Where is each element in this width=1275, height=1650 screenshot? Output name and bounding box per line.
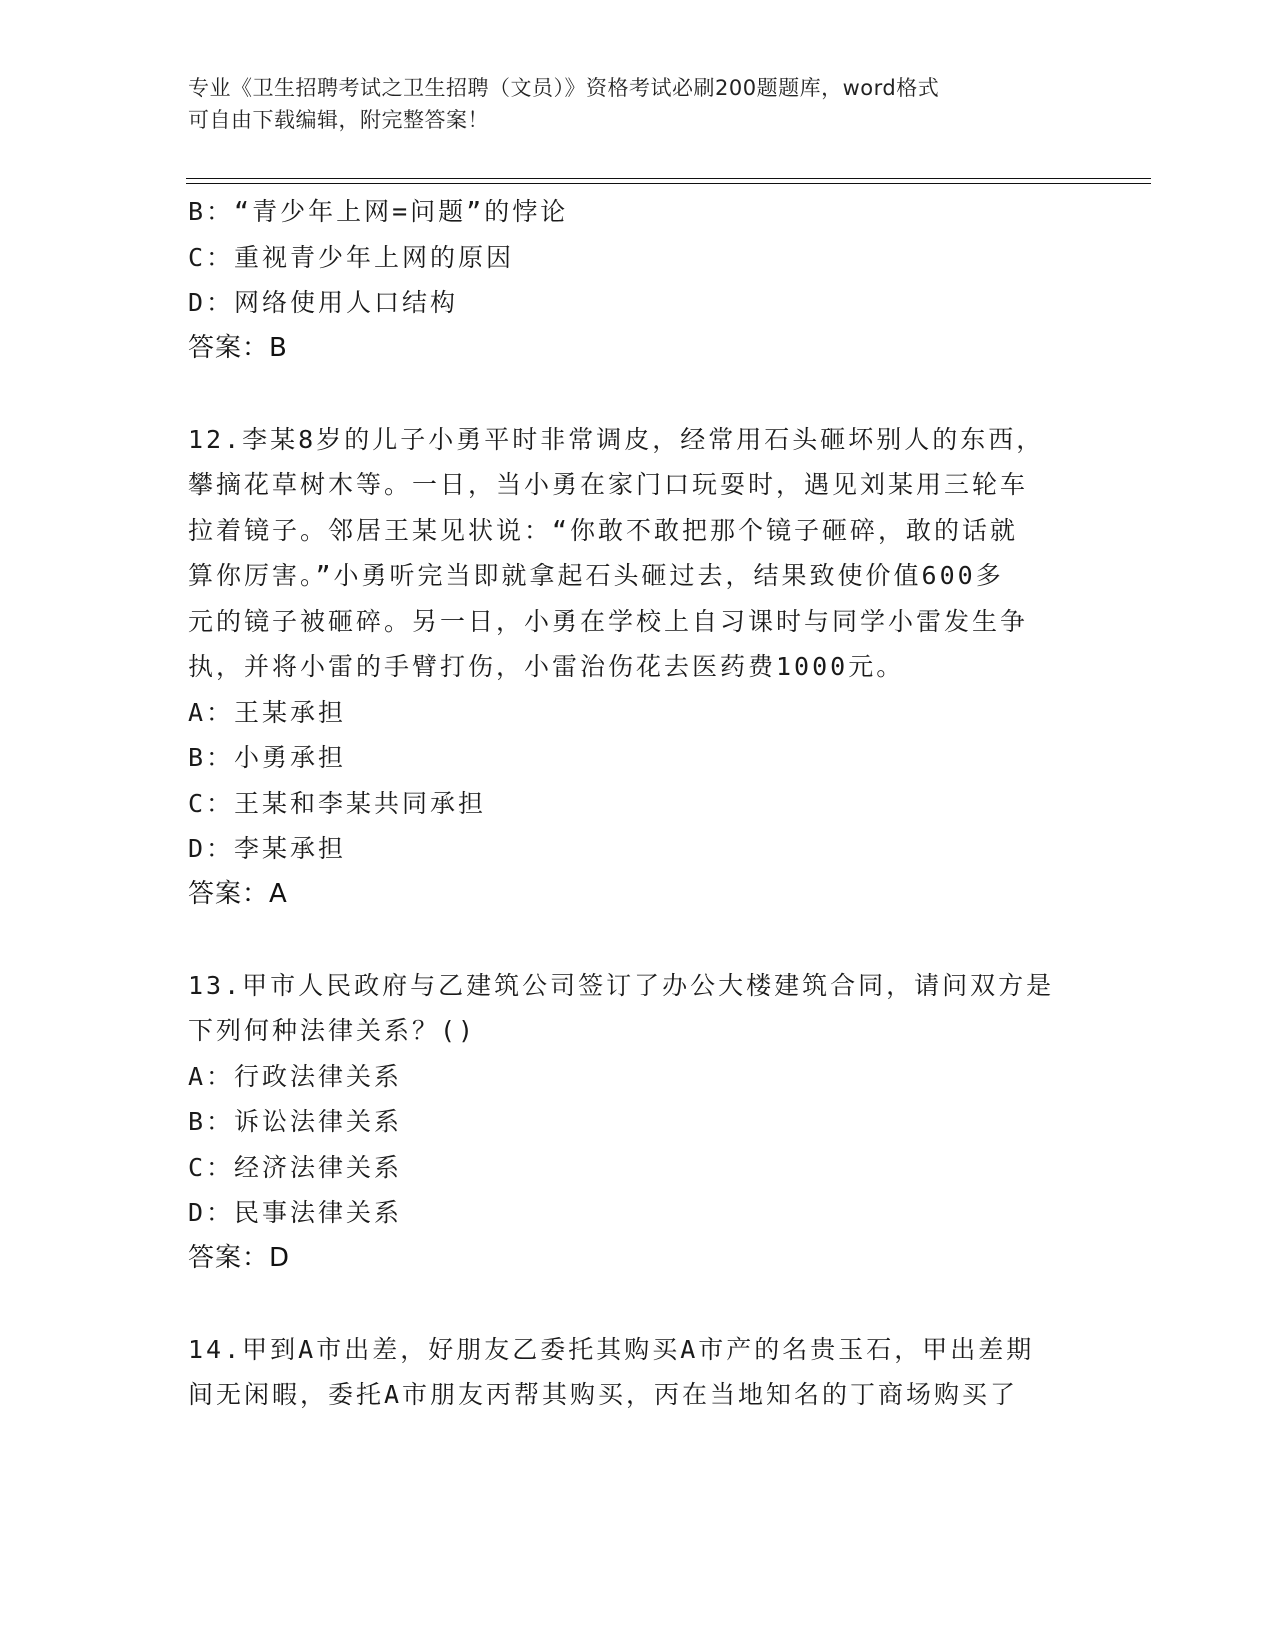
question-text-line: 执，并将小雷的手臂打伤，小雷治伤花去医药费1000元。 (188, 652, 905, 681)
question-14 (188, 1327, 1078, 1418)
answer: 答案：A (188, 878, 288, 909)
question-text-line: 13.甲市人民政府与乙建筑公司签订了办公大楼建筑合同，请问双方是 (188, 970, 1055, 1000)
question-text-line: 算你厉害。”小勇听完当即就拿起石头砸过去，结果致使价值600多 (188, 561, 1004, 590)
header-divider-bottom (186, 183, 1151, 184)
spacer (188, 371, 1078, 417)
option-c: C：经济法律关系 (188, 1152, 403, 1182)
question-text-line: 间无闲暇，委托A市朋友丙帮其购买，丙在当地知名的丁商场购买了 (188, 1380, 1019, 1409)
spacer (188, 917, 1078, 963)
question-text-line: 14.甲到A市出差，好朋友乙委托其购买A市产的名贵玉石，甲出差期 (188, 1334, 1035, 1364)
header-line-1: 专业《卫生招聘考试之卫生招聘（文员）》资格考试必刷200题题库，word格式 (188, 76, 940, 100)
question-text-line: 攀摘花草树木等。一日，当小勇在家门口玩耍时，遇见刘某用三轮车 (188, 470, 1029, 499)
question-text-line: 拉着镜子。邻居王某见状说：“你敢不敢把那个镜子砸碎，敢的话就 (188, 515, 1019, 545)
option-b: B：诉讼法律关系 (188, 1107, 403, 1136)
question-text-line: 元的镜子被砸碎。另一日，小勇在学校上自习课时与同学小雷发生争 (188, 606, 1029, 636)
document-header (188, 72, 1068, 136)
option-b: B：小勇承担 (188, 743, 347, 772)
option-d: D：李某承担 (188, 834, 347, 863)
option-c: C：重视青少年上网的原因 (188, 242, 515, 272)
option-a: A：王某承担 (188, 697, 347, 727)
option-d: D：网络使用人口结构 (188, 288, 459, 317)
header-line-2: 可自由下载编辑，附完整答案！ (188, 108, 489, 132)
question-12 (188, 417, 1078, 918)
option-a: A：行政法律关系 (188, 1061, 403, 1091)
question-13 (188, 963, 1078, 1282)
question-text-line: 下列何种法律关系？() (188, 1016, 477, 1045)
option-c: C：王某和李某共同承担 (188, 788, 487, 818)
spacer (188, 1281, 1078, 1327)
header-divider-top (186, 178, 1151, 179)
question-text-line: 12.李某8岁的儿子小勇平时非常调皮，经常用石头砸坏别人的东西， (188, 424, 1045, 454)
answer: 答案：B (188, 332, 288, 363)
document-body (188, 189, 1078, 1418)
option-b: B：“青少年上网=问题”的悖论 (188, 197, 569, 226)
question-11-tail (188, 189, 1078, 371)
answer: 答案：D (188, 1242, 291, 1273)
option-d: D：民事法律关系 (188, 1198, 403, 1227)
